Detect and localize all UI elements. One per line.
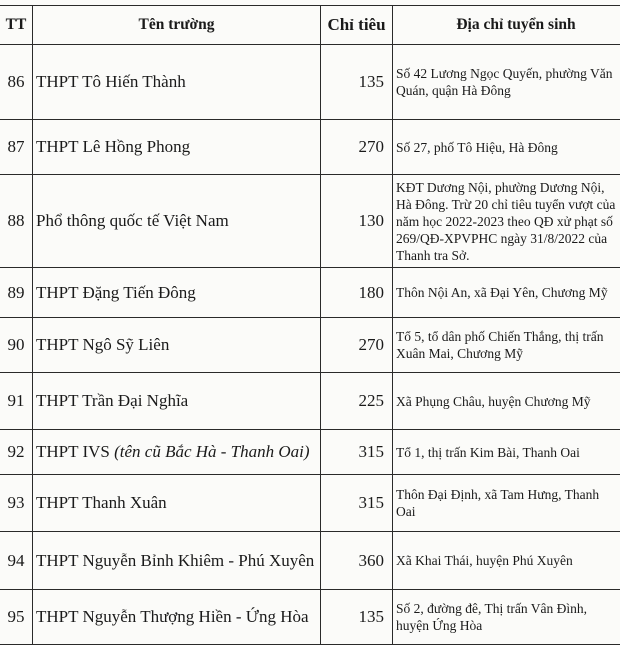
row-number: 92 <box>0 430 33 475</box>
school-name <box>33 45 321 120</box>
school-name <box>33 430 321 475</box>
header-school-name: Tên trường <box>33 6 321 45</box>
quota-value: 135 <box>321 590 393 645</box>
row-number: 93 <box>0 475 33 532</box>
quota-value: 180 <box>321 268 393 318</box>
address: Tổ 5, tổ dân phố Chiến Thắng, thị trấn Xuân Mai, Chương Mỹ <box>393 318 620 373</box>
school-name-text: THPT IVS <box>36 442 114 461</box>
school-name <box>33 475 321 532</box>
school-name <box>33 318 321 373</box>
header-tt: TT <box>0 6 33 45</box>
address: Số 2, đường đê, Thị trấn Vân Đình, huyện Ứng Hòa <box>393 590 620 645</box>
school-name <box>33 120 321 175</box>
school-name-text: THPT Nguyễn Bỉnh Khiêm - Phú Xuyên <box>36 551 314 570</box>
address: Tổ 1, thị trấn Kim Bài, Thanh Oai <box>393 430 620 475</box>
row-number: 91 <box>0 373 33 430</box>
row-number: 89 <box>0 268 33 318</box>
table-row <box>0 475 620 532</box>
table-row <box>0 175 620 268</box>
table-row <box>0 532 620 590</box>
header-address: Địa chỉ tuyển sinh <box>393 6 620 45</box>
table-row <box>0 590 620 645</box>
quota-value: 360 <box>321 532 393 590</box>
school-name-text: THPT Tô Hiến Thành <box>36 72 186 91</box>
header-quota: Chỉ tiêu <box>321 6 393 45</box>
school-name-text: Phổ thông quốc tế Việt Nam <box>36 211 229 230</box>
address: Xã Khai Thái, huyện Phú Xuyên <box>393 532 620 590</box>
school-name-text: THPT Trần Đại Nghĩa <box>36 391 188 410</box>
quota-value: 225 <box>321 373 393 430</box>
address: KĐT Dương Nội, phường Dương Nội, Hà Đông. Trừ 20 chỉ tiêu tuyển vượt của năm học 2022-2023 theo QĐ xử phạt số 269/QĐ-XPVPHC ngày 31/8/2022 của Thanh tra Sở. <box>393 175 620 268</box>
table-row <box>0 45 620 120</box>
address: Số 27, phố Tô Hiệu, Hà Đông <box>393 120 620 175</box>
table-row <box>0 373 620 430</box>
school-name-text: THPT Thanh Xuân <box>36 493 167 512</box>
school-name <box>33 268 321 318</box>
quota-value: 135 <box>321 45 393 120</box>
quota-value: 270 <box>321 318 393 373</box>
row-number: 88 <box>0 175 33 268</box>
address: Xã Phụng Châu, huyện Chương Mỹ <box>393 373 620 430</box>
school-name <box>33 532 321 590</box>
school-name <box>33 175 321 268</box>
school-name-text: THPT Đặng Tiến Đông <box>36 283 196 302</box>
table-row <box>0 430 620 475</box>
table-row <box>0 120 620 175</box>
school-name <box>33 590 321 645</box>
address: Số 42 Lương Ngọc Quyến, phường Văn Quán, quận Hà Đông <box>393 45 620 120</box>
quota-value: 130 <box>321 175 393 268</box>
school-name <box>33 373 321 430</box>
header-row <box>0 6 620 45</box>
row-number: 94 <box>0 532 33 590</box>
row-number: 86 <box>0 45 33 120</box>
school-name-note: (tên cũ Bắc Hà - Thanh Oai) <box>114 442 309 461</box>
school-quota-table <box>0 5 620 645</box>
row-number: 95 <box>0 590 33 645</box>
row-number: 87 <box>0 120 33 175</box>
school-name-text: THPT Ngô Sỹ Liên <box>36 335 169 354</box>
address: Thôn Đại Định, xã Tam Hưng, Thanh Oai <box>393 475 620 532</box>
quota-value: 315 <box>321 475 393 532</box>
row-number: 90 <box>0 318 33 373</box>
school-name-text: THPT Lê Hồng Phong <box>36 137 190 156</box>
table-row <box>0 268 620 318</box>
school-name-text: THPT Nguyễn Thượng Hiền - Ứng Hòa <box>36 607 309 626</box>
address: Thôn Nội An, xã Đại Yên, Chương Mỹ <box>393 268 620 318</box>
quota-value: 315 <box>321 430 393 475</box>
table-row <box>0 318 620 373</box>
quota-value: 270 <box>321 120 393 175</box>
